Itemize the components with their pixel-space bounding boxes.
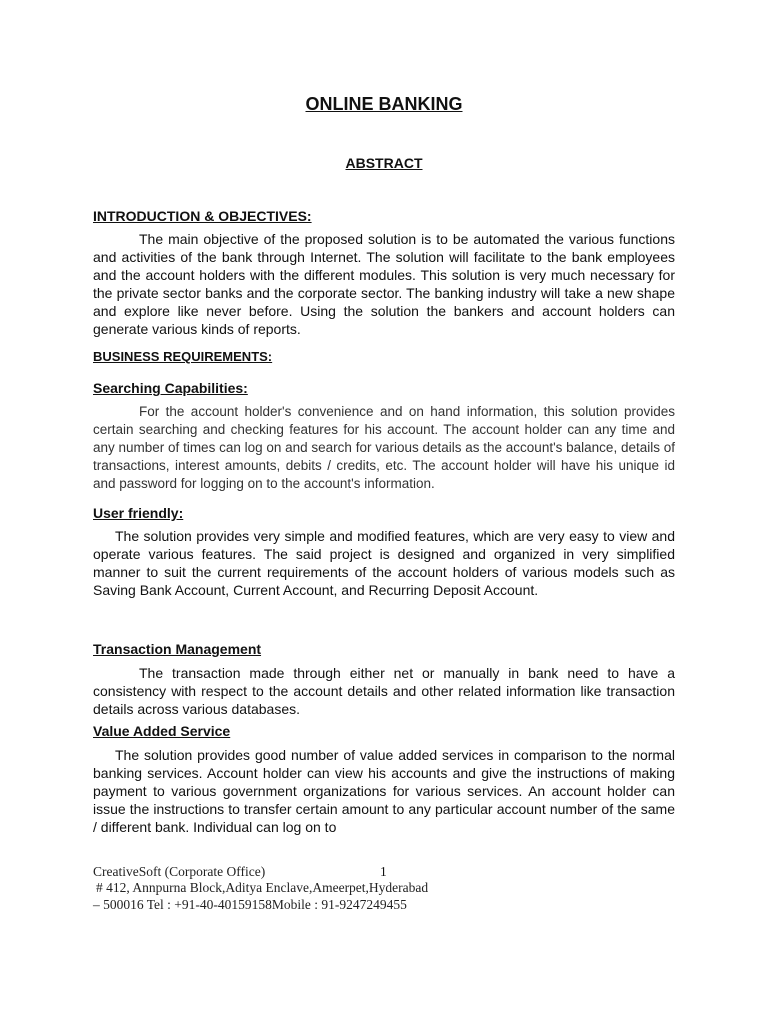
section-heading-business-requirements: BUSINESS REQUIREMENTS: bbox=[93, 349, 273, 364]
section-text-searching: For the account holder's convenience and on hand information, this solution provides certain searching and checking features for his account. The account holder can any time and any number of times can log on and search for various details as the account's balance, details of transactions, interest amounts, debits / credits, etc. The account holder will have his unique id and password for logging on to the account's information. bbox=[93, 404, 675, 491]
section-text-value-added: The solution provides good number of value added services in comparison to the normal banking services. Account holder can view his accounts and give the instructions of making payment to various government organizations for various services. An account holder can issue the instructions to transfer certain amount to any particular account number of the same / different bank. Individual can log on to bbox=[93, 747, 675, 835]
section-heading-transaction-management: Transaction Management bbox=[93, 641, 262, 657]
document-title: ONLINE BANKING bbox=[305, 94, 463, 114]
section-heading-searching: Searching Capabilities: bbox=[93, 380, 248, 396]
section-text-transaction-management: The transaction made through either net or manually in bank need to have a consistency with respect to the account details and other related information like transaction details across various databases. bbox=[93, 665, 675, 717]
footer-address-line1: # 412, Annpurna Block,Aditya Enclave,Ameerpet,Hyderabad bbox=[96, 880, 429, 895]
section-heading-user-friendly: User friendly: bbox=[93, 505, 184, 521]
footer-company: CreativeSoft (Corporate Office) bbox=[93, 864, 266, 879]
footer-address-line2: – 500016 Tel : +91-40-40159158Mobile : 91-9247249455 bbox=[93, 897, 407, 912]
section-heading-introduction: INTRODUCTION & OBJECTIVES: bbox=[93, 208, 312, 224]
section-heading-value-added: Value Added Service bbox=[93, 723, 231, 739]
abstract-label: ABSTRACT bbox=[345, 155, 423, 171]
section-text-user-friendly: The solution provides very simple and modified features, which are very easy to view and operate various features. The said project is designed and organized in very simplified manner to suit the current requirements of the account holders of various models such as Saving Bank Account, Current Account, and Recurring Deposit Account. bbox=[93, 528, 675, 598]
section-text-introduction: The main objective of the proposed solution is to be automated the various functions and activities of the bank through Internet. The solution will facilitate to the bank employees and the account holders with the different modules. This solution is very much necessary for the private sector banks and the corporate sector. The banking industry will take a new shape and explore like never before. Using the solution the bankers and account holders can generate various kinds of reports. bbox=[93, 231, 675, 337]
page-number: 1 bbox=[380, 864, 387, 879]
